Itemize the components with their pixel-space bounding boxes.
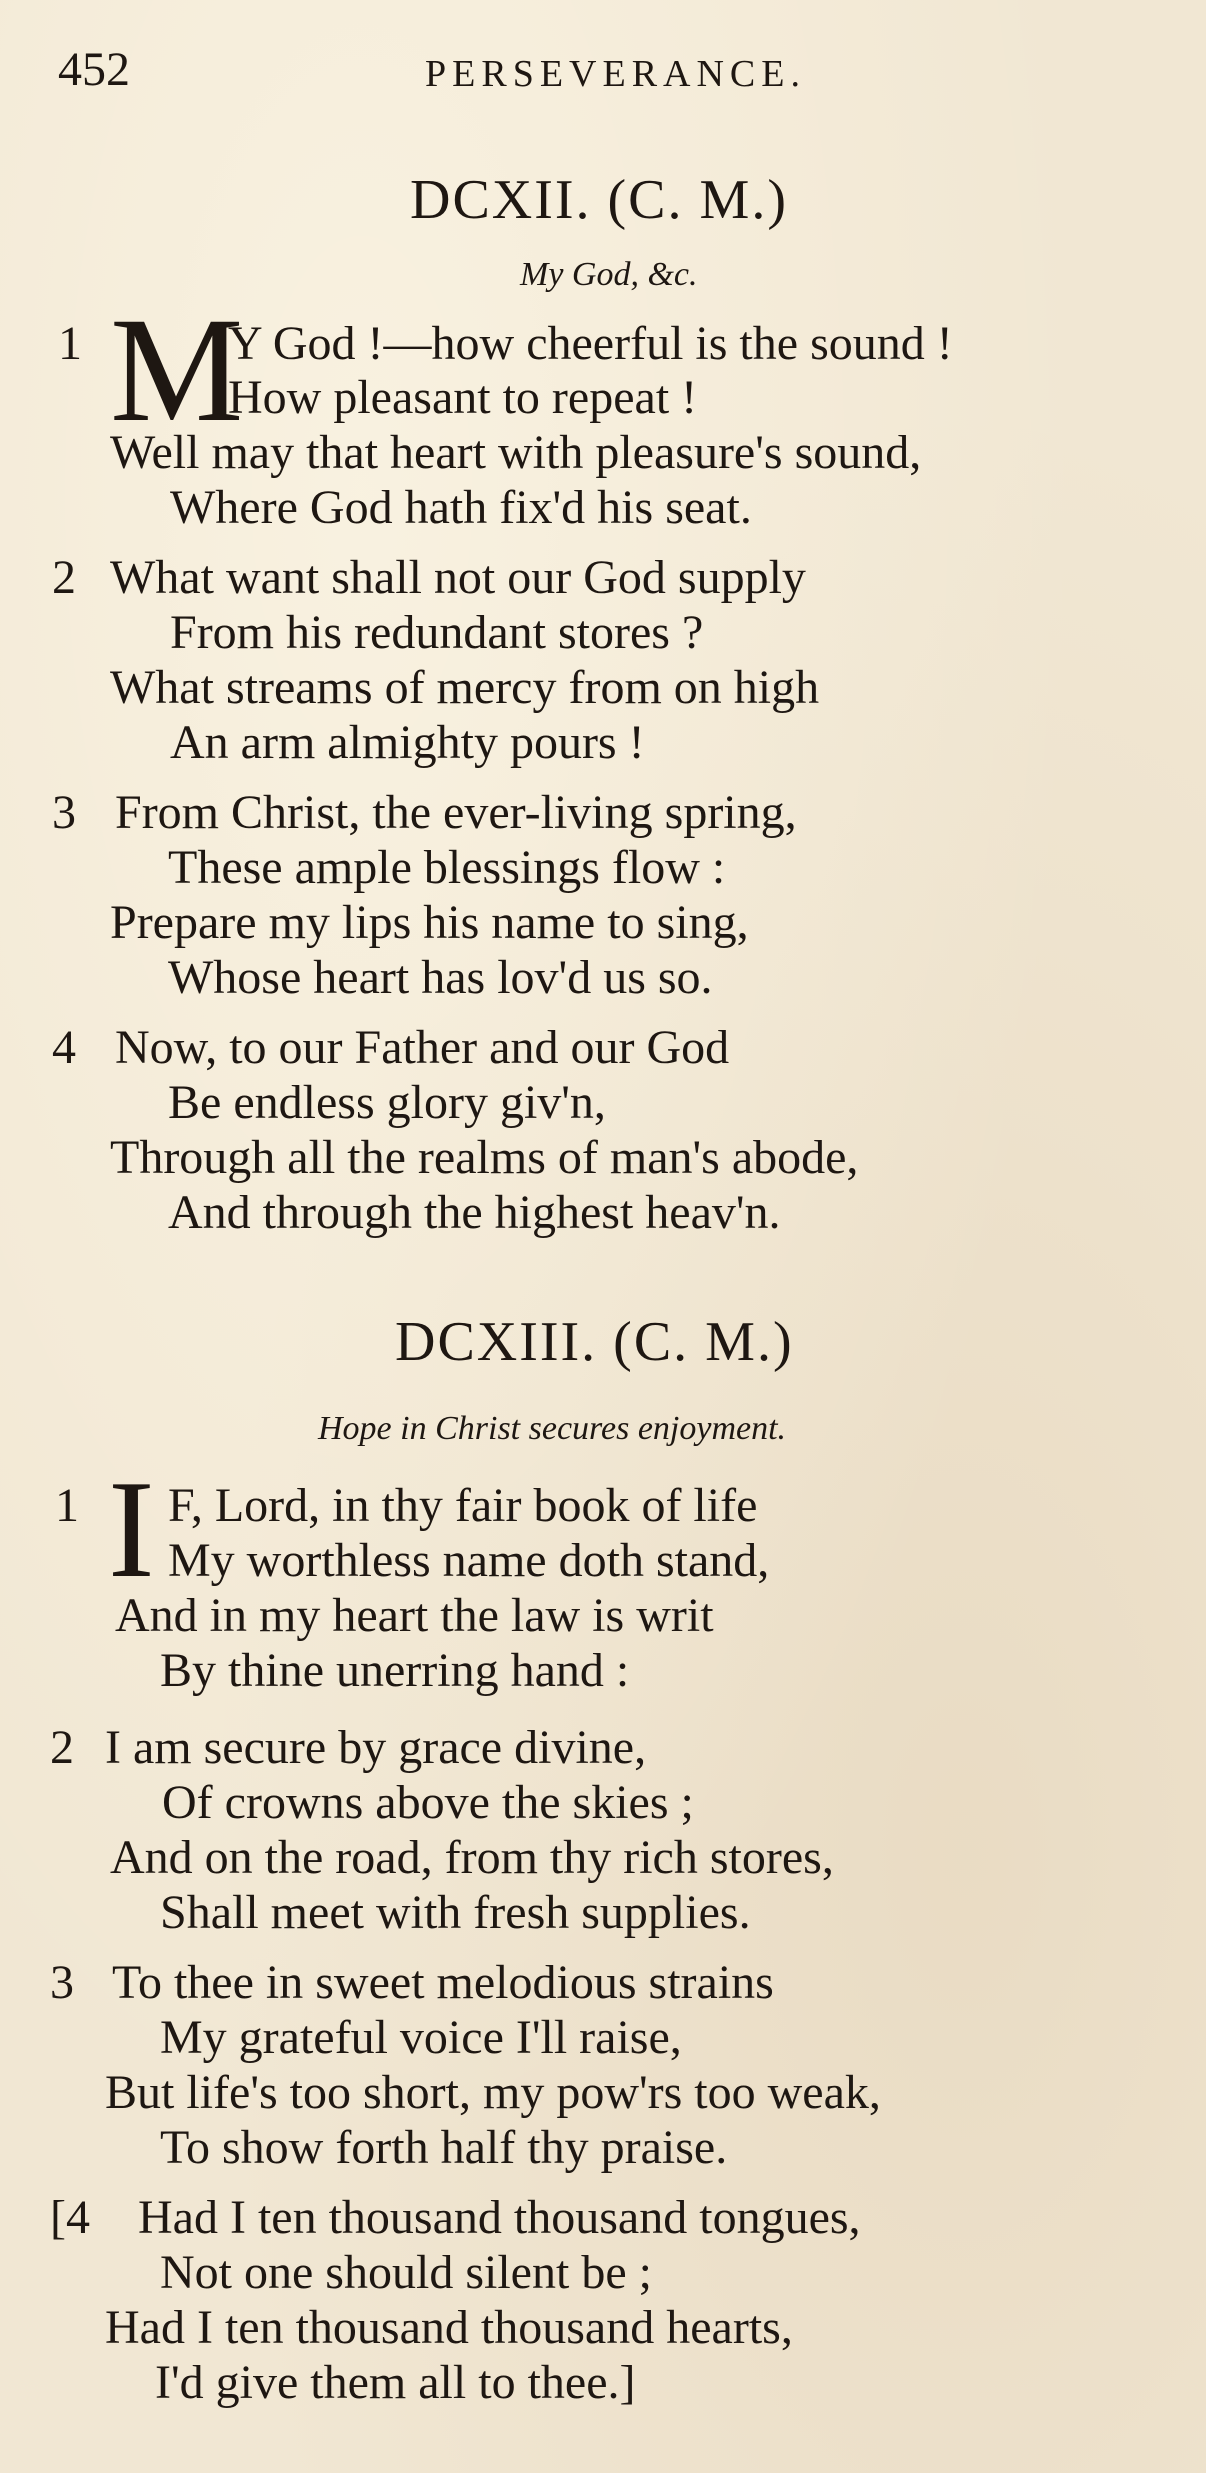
verse-number: 3 — [52, 786, 76, 839]
hymn-line: These ample blessings flow : — [168, 841, 726, 894]
hymn-line: Prepare my lips his name to sing, — [110, 896, 749, 949]
verse-number: 2 — [52, 551, 76, 604]
drop-capital: I — [108, 1452, 155, 1607]
drop-capital: M — [110, 287, 244, 453]
hymn-line: Where God hath fix'd his seat. — [170, 481, 752, 534]
hymn-line: But life's too short, my pow'rs too weak, — [105, 2066, 881, 2119]
hymn-line: By thine unerring hand : — [160, 1644, 630, 1697]
verse-number: 3 — [50, 1956, 74, 2009]
hymn-title: DCXII. (C. M.) — [410, 169, 788, 231]
hymn-line: F, Lord, in thy fair book of life — [168, 1479, 758, 1532]
hymn-line: I am secure by grace divine, — [105, 1721, 647, 1774]
hymn-line: And on the road, from thy rich stores, — [110, 1831, 834, 1884]
hymn-line: To show forth half thy praise. — [160, 2121, 728, 2174]
hymn-line: I'd give them all to thee.] — [155, 2356, 636, 2409]
page-number: 452 — [58, 43, 130, 96]
hymn-line: Now, to our Father and our God — [115, 1021, 730, 1074]
hymn-line: Y God !—how cheerful is the sound ! — [228, 317, 953, 370]
hymn-line: And through the highest heav'n. — [168, 1186, 781, 1239]
hymn-line: My grateful voice I'll raise, — [160, 2011, 682, 2064]
hymn-subtitle: My God, &c. — [520, 256, 698, 293]
hymn-line: Not one should silent be ; — [160, 2246, 652, 2299]
hymn-line: Shall meet with fresh supplies. — [160, 1886, 751, 1939]
hymn-line: An arm almighty pours ! — [170, 716, 645, 769]
hymn-line: Through all the realms of man's abode, — [110, 1131, 859, 1184]
hymn-line: From his redundant stores ? — [170, 606, 704, 659]
verse-number: 2 — [50, 1721, 74, 1774]
hymn-line: What want shall not our God supply — [110, 551, 806, 604]
hymn-line: My worthless name doth stand, — [168, 1534, 770, 1587]
hymn-line: What streams of mercy from on high — [110, 661, 820, 714]
hymn-line: Had I ten thousand thousand tongues, — [138, 2191, 861, 2244]
hymn-line: To thee in sweet melodious strains — [112, 1956, 774, 2009]
hymn-line: Whose heart has lov'd us so. — [168, 951, 713, 1004]
hymn-subtitle: Hope in Christ secures enjoyment. — [318, 1410, 787, 1447]
verse-number: 1 — [58, 317, 82, 370]
hymn-line: Be endless glory giv'n, — [168, 1076, 606, 1129]
hymn-line: And in my heart the law is writ — [115, 1589, 714, 1642]
hymn-line: Had I ten thousand thousand hearts, — [105, 2301, 793, 2354]
verse-number: [4 — [50, 2191, 90, 2244]
hymn-line: From Christ, the ever-living spring, — [115, 786, 797, 839]
running-head: PERSEVERANCE. — [425, 53, 806, 95]
hymn-line: Well may that heart with pleasure's sound, — [110, 426, 922, 479]
hymn-line: Of crowns above the skies ; — [162, 1776, 694, 1829]
verse-number: 1 — [55, 1479, 79, 1532]
hymn-title: DCXIII. (C. M.) — [395, 1311, 794, 1373]
verse-number: 4 — [52, 1021, 76, 1074]
hymn-line: How pleasant to repeat ! — [228, 371, 698, 424]
